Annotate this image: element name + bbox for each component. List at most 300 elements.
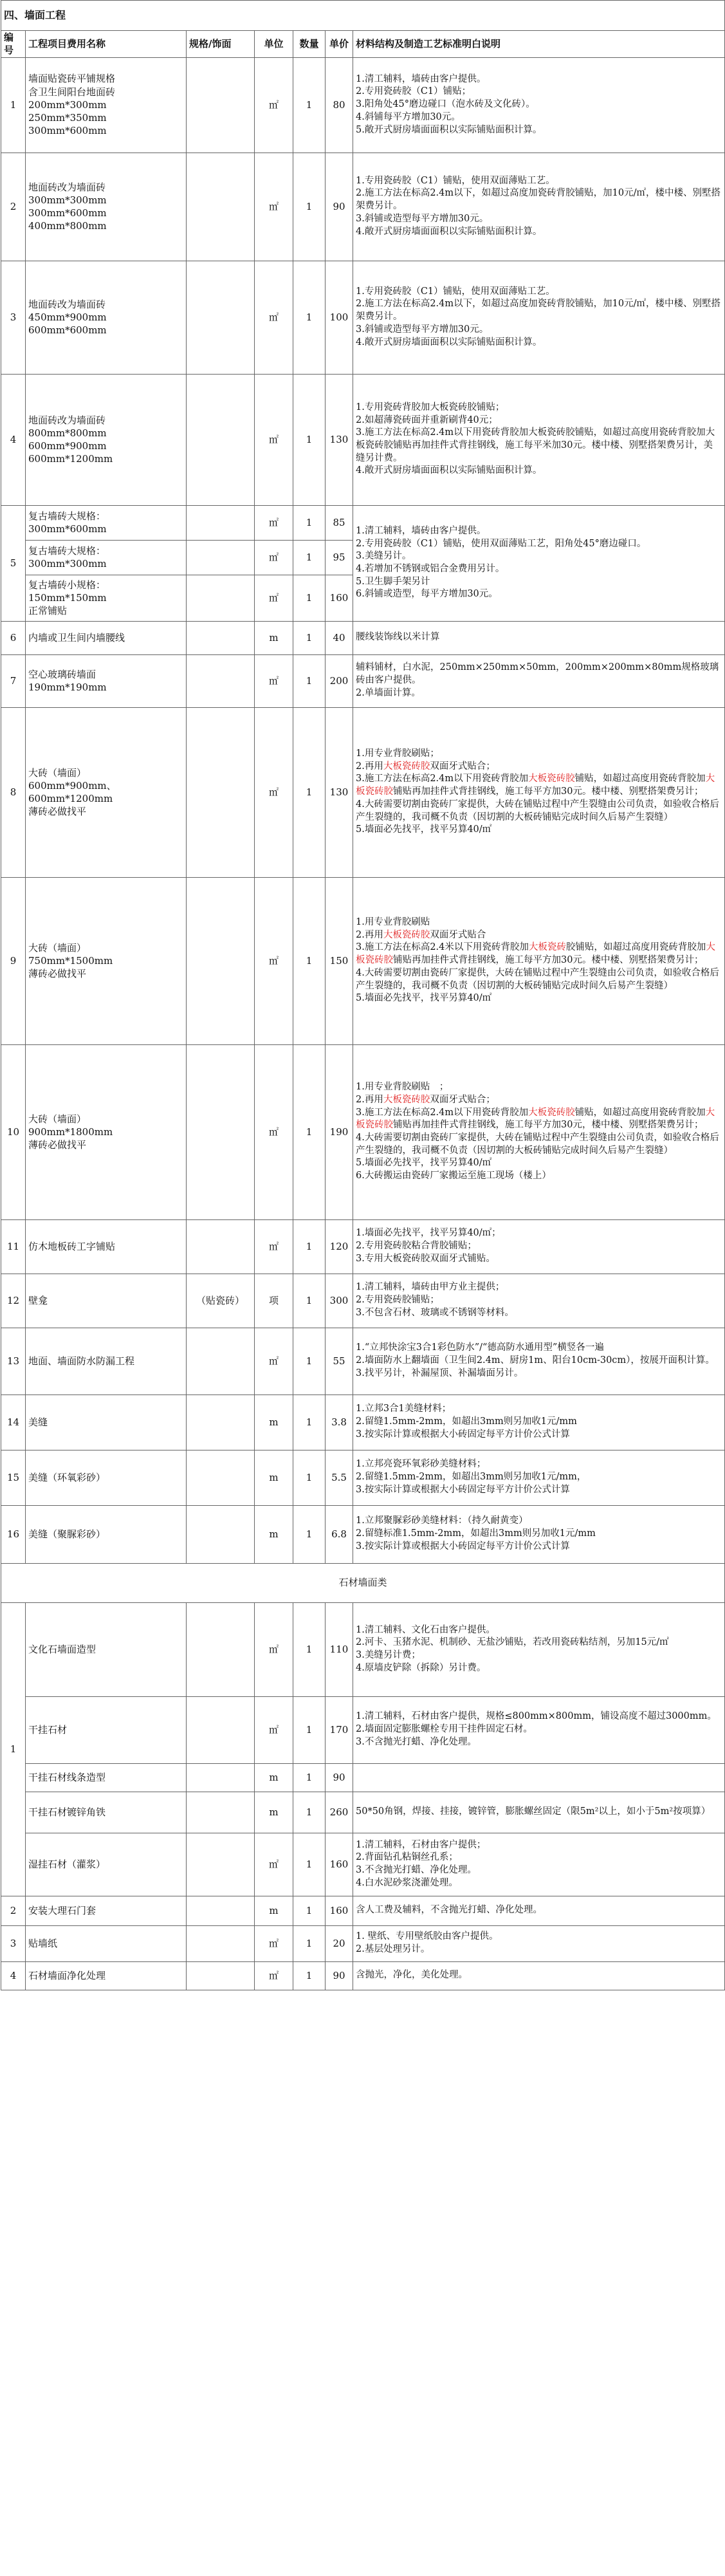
table-row (1, 1792, 725, 1833)
item-price: 90 (326, 1961, 353, 1990)
table-row (1, 654, 725, 707)
item-number: 5 (1, 505, 26, 621)
description-line (356, 1081, 722, 1094)
item-description (353, 57, 725, 153)
item-number: 13 (1, 1328, 26, 1395)
description-line: 2.施工方法在标高2.4m以下，如超过高度加瓷砖背胶铺贴，加10元/㎡，楼中楼、别墅搭架费另计。 (356, 188, 720, 212)
description-line: 2.专用瓷砖胶（C1）铺贴； (356, 86, 472, 97)
text-segment: 5.墙面必先找平，找平另算40/㎡ (356, 1158, 492, 1169)
table-row (1, 1925, 725, 1961)
item-unit: ㎡ (255, 57, 293, 153)
item-qty: 1 (293, 1896, 326, 1925)
text-segment: 双面牙式贴合 (430, 929, 486, 940)
item-unit: m (255, 1763, 293, 1792)
item-unit: ㎡ (255, 153, 293, 261)
item-name: 地面、墙面防水防漏工程 (26, 1328, 187, 1395)
item-unit: m (255, 1395, 293, 1450)
highlight-text: 大板瓷砖胶 (356, 774, 715, 797)
item-name: 地面砖改为墙面砖 300mm*300mm 300mm*600mm 400mm*800mm (26, 153, 187, 261)
item-qty: 1 (293, 1395, 326, 1450)
item-description (353, 261, 725, 374)
item-name: 仿木地板砖工字铺贴 (26, 1219, 187, 1274)
description-line: 1.墙面必先找平，找平另算40/㎡； (356, 1228, 501, 1239)
description-line: 1.清工辅料，墙砖由甲方业主提供； (356, 1282, 505, 1293)
description-line: 2.墙面防水上翻墙面（卫生间2.4m、厨房1m、阳台10cm-30cm），按展开面积计算。 (356, 1355, 715, 1366)
description-line: 3.专用大板瓷砖胶双面牙式铺贴。 (356, 1253, 495, 1264)
description-line (356, 799, 722, 824)
description-line: 3.斜铺或造型每平方增加30元。 (356, 213, 489, 224)
text-segment: 铺贴再加挂件式背挂钢线，施工每平方加30元。楼中楼、别墅搭架费另计； (393, 786, 704, 797)
item-unit: m (255, 621, 293, 654)
item-spec (187, 153, 255, 261)
description-line: 4.敞开式厨房墙面面积以实际铺贴面积计算。 (356, 226, 542, 237)
item-number: 4 (1, 1961, 26, 1990)
item-spec (187, 707, 255, 877)
text-segment: 3.施工方法在标高2.4米以下用瓷砖背胶加 (356, 942, 529, 953)
header-name: 工程项目费用名称 (26, 31, 187, 58)
item-description (353, 1792, 725, 1833)
item-number: 3 (1, 1925, 26, 1961)
item-unit: ㎡ (255, 505, 293, 540)
item-spec (187, 261, 255, 374)
highlight-text: 大板瓷砖 (528, 942, 566, 953)
text-segment: 铺贴，如超过高度用瓷砖背胶加 (574, 774, 706, 784)
text-segment: 双面牙式贴合； (430, 761, 495, 772)
item-price: 80 (326, 57, 353, 153)
item-unit: ㎡ (255, 1602, 293, 1696)
table-row (1, 1274, 725, 1328)
item-name: 安装大理石门套 (26, 1896, 187, 1925)
table-row (1, 374, 725, 505)
item-number: 16 (1, 1505, 26, 1563)
item-qty: 1 (293, 1505, 326, 1563)
item-description (353, 1274, 725, 1328)
table-row (1, 1505, 725, 1563)
subsection-title: 石材墙面类 (1, 1563, 725, 1602)
item-price: 55 (326, 1328, 353, 1395)
description-line: 3.不含抛光打蜡、净化处理。 (356, 1736, 477, 1747)
item-qty: 1 (293, 505, 326, 540)
item-unit: ㎡ (255, 1696, 293, 1763)
text-segment: 双面牙式贴合； (430, 1094, 495, 1105)
text-segment: 5.墙面必先找平，找平另算40/㎡ (356, 824, 492, 835)
item-qty: 1 (293, 707, 326, 877)
description-line: 1.清工辅料，石材由客户提供，规格≤800mm×800mm，铺设高度不超过3000mm。 (356, 1711, 717, 1722)
description-line: 4.白水泥砂浆浇灌处理。 (356, 1877, 458, 1888)
item-unit: ㎡ (255, 1219, 293, 1274)
description-line (356, 1107, 722, 1132)
item-unit: ㎡ (255, 1328, 293, 1395)
item-number: 2 (1, 1896, 26, 1925)
item-spec (187, 57, 255, 153)
description-line: 辅料铺材，白水泥，250mm×250mm×50mm，200mm×200mm×80mm规格玻璃砖由客户提供。 (356, 662, 719, 686)
item-price: 260 (326, 1792, 353, 1833)
item-unit: ㎡ (255, 707, 293, 877)
item-unit: ㎡ (255, 1925, 293, 1961)
item-description (353, 1925, 725, 1961)
description-line (356, 1157, 722, 1170)
item-number: 15 (1, 1450, 26, 1505)
item-name: 干挂石材 (26, 1696, 187, 1763)
item-qty: 1 (293, 1450, 326, 1505)
description-line: 1.立邦亮瓷环氧彩砂美缝材料； (356, 1459, 486, 1470)
description-line: 3.按实际计算或根据大小砖固定每平方计价公式计算 (356, 1484, 570, 1495)
item-price: 85 (326, 505, 353, 540)
description-line: 5.卫生脚手架另计 (356, 576, 430, 587)
item-qty: 1 (293, 1961, 326, 1990)
item-price: 130 (326, 707, 353, 877)
item-qty: 1 (293, 654, 326, 707)
item-spec (187, 1896, 255, 1925)
description-line: 1.专用瓷砖胶（C1）铺贴，使用双面薄贴工艺。 (356, 286, 555, 297)
item-name: 大砖（墙面） 750mm*1500mm 薄砖必做找平 (26, 877, 187, 1044)
description-line: 2.留缝1.5mm-2mm，如超出3mm则另加收1元/mm (356, 1416, 577, 1427)
description-line (356, 1170, 722, 1183)
item-description (353, 707, 725, 877)
item-description (353, 153, 725, 261)
text-segment: 铺贴再加挂件式背挂钢线，施工每平方加30元。楼中楼、别墅搭架费另计； (393, 955, 704, 966)
item-name: 复古墙砖小规格： 150mm*150mm 正常铺贴 (26, 575, 187, 621)
description-line: 1.清工辅料、文化石由客户提供。 (356, 1624, 495, 1635)
description-line: 2.专用瓷砖胶铺贴； (356, 1295, 439, 1306)
header-unit: 单位 (255, 31, 293, 58)
text-segment: 1.用专业背胶刷贴 (356, 916, 430, 927)
description-line (356, 992, 722, 1005)
text-segment: 铺贴再加挂件式背挂钢线，施工每平方加30元，楼中楼、别墅搭架费另计； (393, 1120, 704, 1131)
description-line: 2.专用瓷砖胶粘合背胶铺贴； (356, 1241, 477, 1252)
description-line (356, 761, 722, 774)
item-spec (187, 1961, 255, 1990)
item-unit: ㎡ (255, 261, 293, 374)
item-spec (187, 1792, 255, 1833)
description-line: 含抛光，净化，美化处理。 (356, 1970, 468, 1981)
description-line: 腰线装饰线以米计算 (356, 632, 440, 643)
item-price: 40 (326, 621, 353, 654)
section-title: 四、墙面工程 (1, 1, 725, 31)
item-name: 壁龛 (26, 1274, 187, 1328)
description-line: 2.施工方法在标高2.4m以下，如超过高度加瓷砖背胶铺贴，加10元/㎡，楼中楼、别墅搭架费另计。 (356, 299, 720, 322)
description-line: 3.美缝另计。 (356, 551, 412, 562)
item-price: 95 (326, 540, 353, 575)
table-row (1, 877, 725, 1044)
text-segment: 1.用专业背胶刷贴 ； (356, 1082, 449, 1093)
text-segment: 1.用专业背胶刷贴； (356, 748, 439, 759)
item-price: 110 (326, 1602, 353, 1696)
description-line: 2.背面钻孔粘铜丝孔系； (356, 1852, 458, 1863)
table-row (1, 1219, 725, 1274)
text-segment: 6.大砖搬运由瓷砖厂家搬运至施工现场（楼上） (356, 1171, 551, 1181)
item-number: 1 (1, 57, 26, 153)
item-qty: 1 (293, 575, 326, 621)
item-name: 地面砖改为墙面砖 800mm*800mm 600mm*900mm 600mm*1200mm (26, 374, 187, 505)
description-line: 1.立邦聚脲彩砂美缝材料：（持久耐黄变） (356, 1515, 528, 1526)
item-spec (187, 374, 255, 505)
highlight-text: 大板瓷砖胶 (528, 774, 575, 784)
item-price: 160 (326, 1896, 353, 1925)
item-number: 7 (1, 654, 26, 707)
item-qty: 1 (293, 1044, 326, 1219)
item-description (353, 1763, 725, 1792)
description-line: 4.斜铺每平方增加30元。 (356, 111, 461, 122)
item-description (353, 877, 725, 1044)
item-qty: 1 (293, 57, 326, 153)
header-row (1, 31, 725, 58)
item-qty: 1 (293, 1219, 326, 1274)
text-segment: 4.大砖需要切割由瓷砖厂家提供，大砖在铺贴过程中产生裂缝由公司负责，如验收合格后产生裂缝的，我司概不负责（因切割的大板砖铺贴完成时间久后易产生裂缝） (356, 799, 719, 822)
description-line: 1.专用瓷砖背胶加大板瓷砖胶铺贴； (356, 402, 505, 412)
item-price: 90 (326, 1763, 353, 1792)
item-qty: 1 (293, 1274, 326, 1328)
description-line: 3.阳角处45°磨边碰口（泡水砖及文化砖）。 (356, 99, 535, 110)
item-spec (187, 621, 255, 654)
description-line: 4.敞开式厨房墙面面积以实际铺贴面积计算。 (356, 337, 542, 347)
item-price: 3.8 (326, 1395, 353, 1450)
price-sheet (1, 0, 724, 1990)
description-line: 1.专用瓷砖胶（C1）铺贴，使用双面薄贴工艺。 (356, 175, 555, 186)
table-row (1, 1395, 725, 1450)
item-price: 200 (326, 654, 353, 707)
item-spec: （贴瓷砖） (187, 1274, 255, 1328)
table-row (1, 1763, 725, 1792)
item-unit: ㎡ (255, 654, 293, 707)
table-row (1, 505, 725, 540)
item-price: 130 (326, 374, 353, 505)
item-number: 10 (1, 1044, 26, 1219)
description-line: 3.施工方法在标高2.4m以下用瓷砖背胶加大板瓷砖胶铺贴，如超过高度用瓷砖背胶加大板瓷砖胶铺贴再加挂件式背挂钢线，施工每平米加30元。楼中楼、别墅搭架费另计，美缝另计费。 (356, 427, 715, 463)
item-unit: ㎡ (255, 1833, 293, 1896)
item-name: 湿挂石材（灌浆） (26, 1833, 187, 1896)
description-line: 1.清工辅料，墙砖由客户提供。 (356, 525, 486, 536)
item-unit: ㎡ (255, 540, 293, 575)
item-name: 空心玻璃砖墙面 190mm*190mm (26, 654, 187, 707)
item-description (353, 1044, 725, 1219)
highlight-text: 大板瓷砖胶 (528, 1107, 575, 1118)
text-segment: 4.大砖需要切割由瓷砖厂家提供，大砖在铺贴过程中产生裂缝由公司负责，如验收合格后产生裂缝的，我司概不负责（因切割的大板砖铺贴完成时间久后易产生裂缝） (356, 1133, 719, 1156)
table-row (1, 261, 725, 374)
text-segment: 2.再用 (356, 761, 383, 772)
table-row (1, 1961, 725, 1990)
description-line: 2.专用瓷砖胶（C1）铺贴，使用双面薄贴工艺，阳角处45°磨边碰口。 (356, 538, 647, 549)
description-line: 1. 壁纸、专用壁纸胶由客户提供。 (356, 1931, 499, 1942)
description-line: 3.找平另计，补漏屋顶、补漏墙面另计。 (356, 1367, 524, 1378)
item-description (353, 1505, 725, 1563)
item-name: 美缝（环氧彩砂） (26, 1450, 187, 1505)
item-description (353, 1450, 725, 1505)
item-number: 2 (1, 153, 26, 261)
table-row (1, 153, 725, 261)
text-segment: 2.再用 (356, 1094, 383, 1105)
item-spec (187, 1219, 255, 1274)
item-spec (187, 575, 255, 621)
item-price: 160 (326, 575, 353, 621)
item-spec (187, 1450, 255, 1505)
highlight-text: 大板瓷砖胶 (383, 1094, 430, 1105)
description-line: 50*50角钢，焊接、挂接，镀锌管，膨胀螺丝固定（限5m²以上，如小于5m²按项算） (356, 1806, 711, 1817)
item-name: 大砖（墙面） 600mm*900mm、 600mm*1200mm 薄砖必做找平 (26, 707, 187, 877)
subsection-row (1, 1563, 725, 1602)
item-description (353, 1833, 725, 1896)
description-line: 3.美缝另计费； (356, 1650, 421, 1660)
text-segment: 3.施工方法在标高2.4m以下用瓷砖背胶加 (356, 774, 529, 784)
header-desc: 材料结构及制造工艺标准明白说明 (353, 31, 725, 58)
item-qty: 1 (293, 1763, 326, 1792)
description-line: 1.清工辅料，墙砖由客户提供。 (356, 73, 486, 84)
item-price: 160 (326, 1833, 353, 1896)
description-line: 2.基层处理另计。 (356, 1944, 430, 1954)
description-line (356, 1132, 722, 1157)
item-name: 美缝 (26, 1395, 187, 1450)
item-unit: m (255, 1792, 293, 1833)
item-name: 石材墙面净化处理 (26, 1961, 187, 1990)
description-line: 2.墙面固定膨胀螺栓专用干挂件固定石材。 (356, 1724, 533, 1735)
item-qty: 1 (293, 1328, 326, 1395)
wall-works-table (1, 0, 725, 1990)
text-segment: 铺贴，如超过高度用瓷砖背胶加 (574, 1107, 706, 1118)
item-number: 14 (1, 1395, 26, 1450)
item-price: 120 (326, 1219, 353, 1274)
description-line: 含人工费及辅料，不含抛光打蜡、净化处理。 (356, 1905, 542, 1916)
item-number: 9 (1, 877, 26, 1044)
table-row (1, 707, 725, 877)
item-qty: 1 (293, 877, 326, 1044)
item-qty: 1 (293, 153, 326, 261)
item-unit: ㎡ (255, 1961, 293, 1990)
text-segment: 2.再用 (356, 929, 383, 940)
item-spec (187, 1925, 255, 1961)
item-description (353, 621, 725, 654)
table-row (1, 1602, 725, 1696)
item-qty: 1 (293, 1696, 326, 1763)
text-segment: 3.施工方法在标高2.4m以下用瓷砖背胶加 (356, 1107, 529, 1118)
item-name: 复古墙砖大规格： 300mm*600mm (26, 505, 187, 540)
header-no: 编号 (1, 31, 26, 58)
table-row (1, 57, 725, 153)
item-spec (187, 505, 255, 540)
item-price: 90 (326, 153, 353, 261)
item-name: 复古墙砖大规格： 300mm*300mm (26, 540, 187, 575)
description-line: 3.不含抛光打蜡、净化处理。 (356, 1865, 477, 1875)
item-description (353, 1328, 725, 1395)
item-description (353, 374, 725, 505)
item-qty: 1 (293, 540, 326, 575)
highlight-text: 大板瓷砖胶 (356, 942, 715, 966)
description-line: 1.“立邦快涂宝3合1彩色防水”/“德高防水通用型”横竖各一遍 (356, 1342, 604, 1353)
highlight-text: 大板瓷砖胶 (383, 761, 430, 772)
item-name: 干挂石材线条造型 (26, 1763, 187, 1792)
item-description (353, 1961, 725, 1990)
item-qty: 1 (293, 1925, 326, 1961)
item-name: 美缝（聚脲彩砂） (26, 1505, 187, 1563)
item-price: 100 (326, 261, 353, 374)
description-line (356, 941, 722, 967)
item-name: 大砖（墙面） 900mm*1800mm 薄砖必做找平 (26, 1044, 187, 1219)
item-description (353, 505, 725, 621)
header-qty: 数量 (293, 31, 326, 58)
item-spec (187, 1833, 255, 1896)
description-line (356, 1094, 722, 1107)
description-line: 2.河卡、玉猪水泥、机制砂、无盐沙铺贴，若改用瓷砖粘结剂，另加15元/㎡ (356, 1637, 669, 1648)
item-unit: ㎡ (255, 575, 293, 621)
highlight-text: 大板瓷砖胶 (356, 1107, 715, 1131)
table-row (1, 1696, 725, 1763)
item-unit: 项 (255, 1274, 293, 1328)
item-price: 190 (326, 1044, 353, 1219)
text-segment: 4.大砖需要切割由瓷砖厂家提供，大砖在铺贴过程中产生裂缝由公司负责，如验收合格后产生裂缝的，我司概不负责（因切割的大板砖铺贴完成时间久后易产生裂缝） (356, 967, 719, 991)
item-spec (187, 540, 255, 575)
description-line: 4.若增加不锈钢或铝合金费用另计。 (356, 564, 505, 574)
description-line: 6.斜铺或造型，每平方增加30元。 (356, 589, 498, 600)
table-row (1, 1450, 725, 1505)
item-qty: 1 (293, 1792, 326, 1833)
item-number: 6 (1, 621, 26, 654)
description-line: 3.不包含石材、玻璃或不锈钢等材料。 (356, 1307, 514, 1318)
item-spec (187, 1044, 255, 1219)
item-number: 3 (1, 261, 26, 374)
item-spec (187, 1328, 255, 1395)
item-spec (187, 1763, 255, 1792)
item-number: 1 (1, 1602, 26, 1896)
item-unit: ㎡ (255, 374, 293, 505)
description-line (356, 773, 722, 798)
description-line: 2.留缝标准1.5mm-2mm，如超出3mm则另加收1元/mm (356, 1528, 596, 1539)
item-number: 8 (1, 707, 26, 877)
header-spec: 规格/饰面 (187, 31, 255, 58)
item-unit: ㎡ (255, 877, 293, 1044)
text-segment: 5.墙面必先找平，找平另算40/㎡ (356, 993, 492, 1004)
table-row (1, 621, 725, 654)
text-segment: 胶铺贴，如超过高度用瓷砖背胶加 (565, 942, 706, 953)
highlight-text: 大板瓷砖胶 (383, 929, 430, 940)
item-name: 干挂石材镀锌角铁 (26, 1792, 187, 1833)
item-spec (187, 1602, 255, 1696)
item-qty: 1 (293, 1833, 326, 1896)
item-number: 12 (1, 1274, 26, 1328)
description-line (356, 916, 722, 929)
description-line (356, 748, 722, 761)
item-price: 20 (326, 1925, 353, 1961)
table-row (1, 1833, 725, 1896)
item-price: 6.8 (326, 1505, 353, 1563)
item-spec (187, 1395, 255, 1450)
item-price: 5.5 (326, 1450, 353, 1505)
description-line: 4.敞开式厨房墙面面积以实际铺贴面积计算。 (356, 465, 542, 476)
item-description (353, 1219, 725, 1274)
description-line: 2.留缝1.5mm-2mm，如超出3mm则另加收1元/mm， (356, 1472, 587, 1483)
item-price: 150 (326, 877, 353, 1044)
description-line: 3.斜铺或造型每平方增加30元。 (356, 324, 489, 335)
description-line: 4.原墙皮铲除（拆除）另计费。 (356, 1662, 486, 1673)
item-name: 内墙或卫生间内墙腰线 (26, 621, 187, 654)
item-spec (187, 1696, 255, 1763)
item-unit: m (255, 1505, 293, 1563)
description-line: 1.清工辅料，石材由客户提供； (356, 1839, 486, 1850)
item-spec (187, 1505, 255, 1563)
item-description (353, 1602, 725, 1696)
header-price: 单价 (326, 31, 353, 58)
item-spec (187, 877, 255, 1044)
item-qty: 1 (293, 374, 326, 505)
description-line (356, 929, 722, 942)
description-line: 3.按实际计算或根据大小砖固定每平方计价公式计算 (356, 1541, 570, 1552)
description-line: 2.如超薄瓷砖面并重新刷背40元； (356, 414, 498, 425)
item-qty: 1 (293, 261, 326, 374)
item-unit: m (255, 1896, 293, 1925)
item-spec (187, 654, 255, 707)
item-description (353, 1395, 725, 1450)
table-row (1, 1044, 725, 1219)
item-name: 地面砖改为墙面砖 450mm*900mm 600mm*600mm (26, 261, 187, 374)
item-number: 11 (1, 1219, 26, 1274)
